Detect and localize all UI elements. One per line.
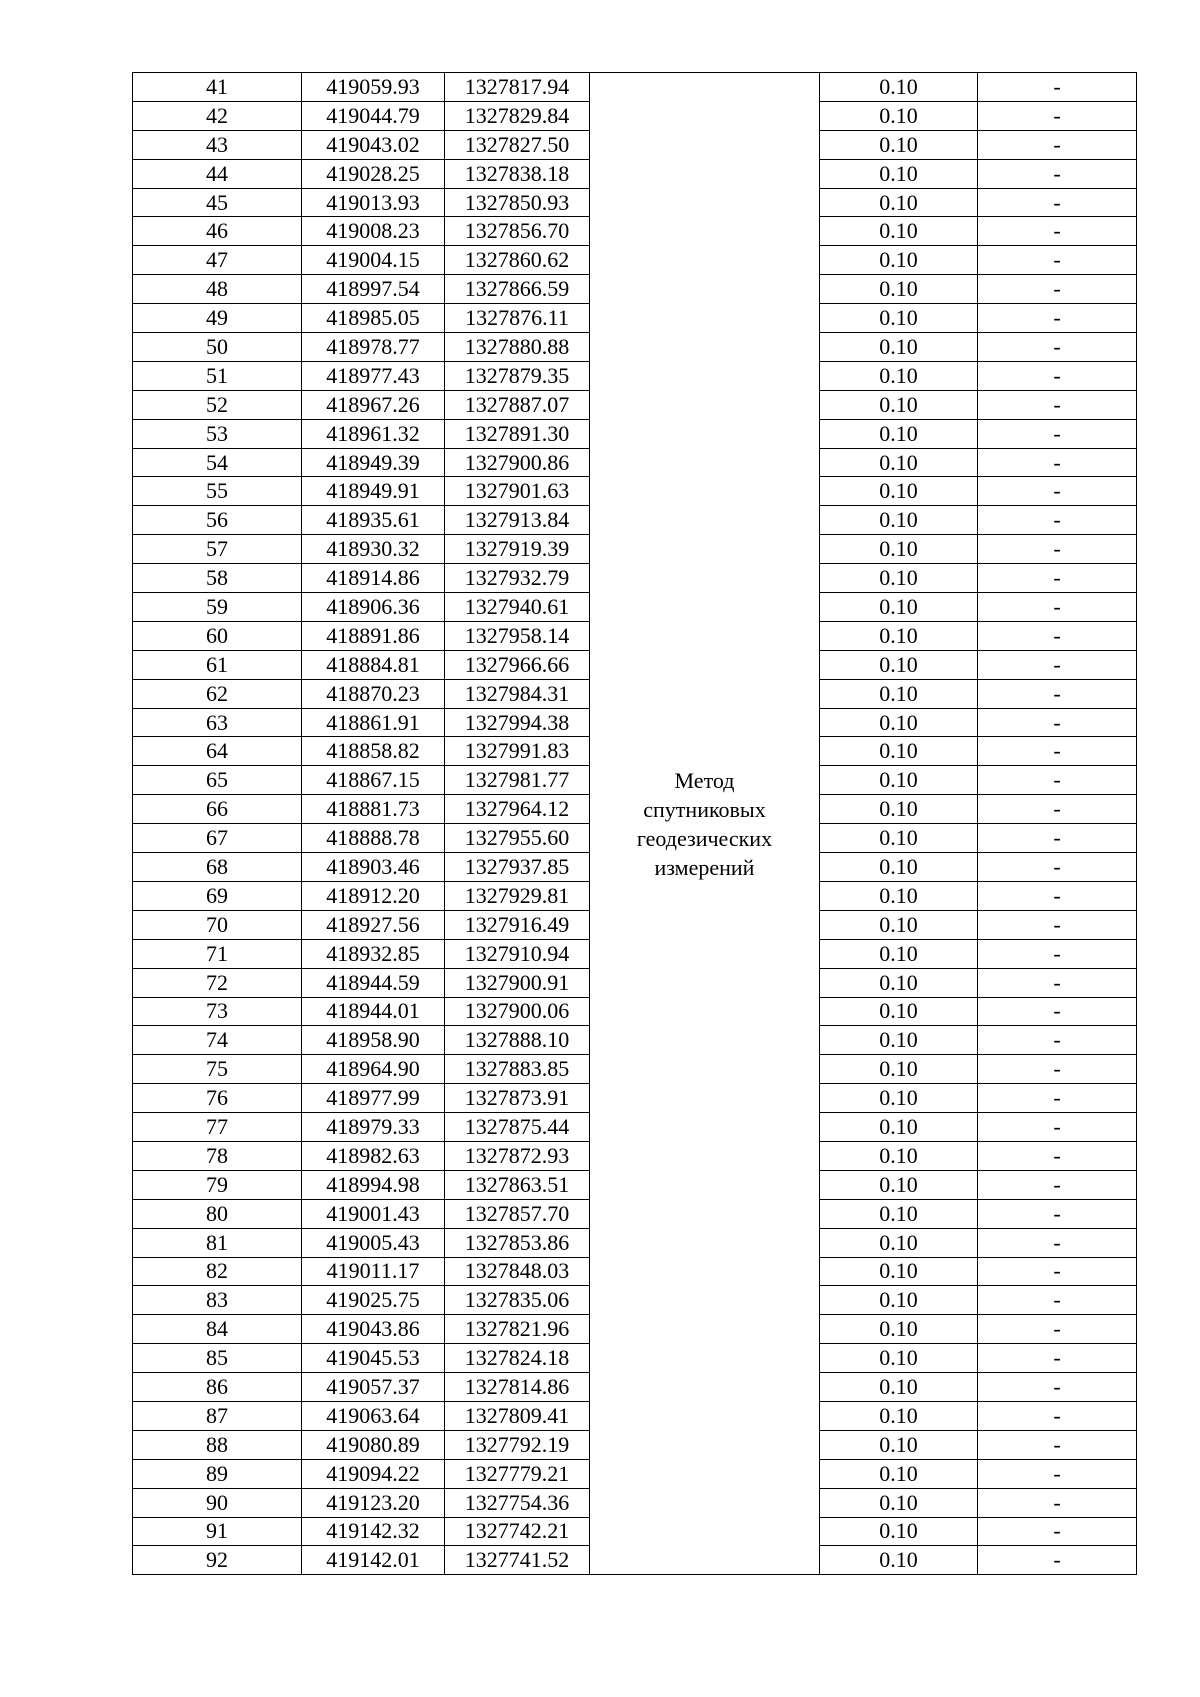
y-coordinate-cell: 1327779.21	[445, 1459, 590, 1488]
accuracy-cell: 0.10	[820, 766, 978, 795]
y-coordinate-cell: 1327887.07	[445, 390, 590, 419]
note-cell: -	[978, 737, 1137, 766]
note-cell: -	[978, 506, 1137, 535]
point-number-cell: 90	[133, 1488, 302, 1517]
point-number-cell: 80	[133, 1199, 302, 1228]
y-coordinate-cell: 1327958.14	[445, 621, 590, 650]
accuracy-cell: 0.10	[820, 1459, 978, 1488]
point-number-cell: 54	[133, 448, 302, 477]
note-cell: -	[978, 1199, 1137, 1228]
note-cell: -	[978, 853, 1137, 882]
method-text-line: измерений	[654, 854, 755, 880]
y-coordinate-cell: 1327891.30	[445, 419, 590, 448]
note-cell: -	[978, 419, 1137, 448]
accuracy-cell: 0.10	[820, 1286, 978, 1315]
accuracy-cell: 0.10	[820, 1199, 978, 1228]
point-number-cell: 51	[133, 361, 302, 390]
accuracy-cell: 0.10	[820, 968, 978, 997]
point-number-cell: 67	[133, 824, 302, 853]
x-coordinate-cell: 419013.93	[302, 188, 445, 217]
x-coordinate-cell: 419063.64	[302, 1401, 445, 1430]
note-cell: -	[978, 304, 1137, 333]
x-coordinate-cell: 419025.75	[302, 1286, 445, 1315]
note-cell: -	[978, 1401, 1137, 1430]
accuracy-cell: 0.10	[820, 1113, 978, 1142]
note-cell: -	[978, 1084, 1137, 1113]
point-number-cell: 73	[133, 997, 302, 1026]
x-coordinate-cell: 418994.98	[302, 1170, 445, 1199]
y-coordinate-cell: 1327981.77	[445, 766, 590, 795]
point-number-cell: 55	[133, 477, 302, 506]
y-coordinate-cell: 1327955.60	[445, 824, 590, 853]
note-cell: -	[978, 1228, 1137, 1257]
y-coordinate-cell: 1327835.06	[445, 1286, 590, 1315]
note-cell: -	[978, 246, 1137, 275]
x-coordinate-cell: 418903.46	[302, 853, 445, 882]
coordinates-table-body	[133, 73, 1137, 1575]
y-coordinate-cell: 1327929.81	[445, 881, 590, 910]
x-coordinate-cell: 418961.32	[302, 419, 445, 448]
y-coordinate-cell: 1327853.86	[445, 1228, 590, 1257]
note-cell: -	[978, 910, 1137, 939]
note-cell: -	[978, 968, 1137, 997]
note-cell: -	[978, 1430, 1137, 1459]
x-coordinate-cell: 419044.79	[302, 101, 445, 130]
point-number-cell: 64	[133, 737, 302, 766]
x-coordinate-cell: 419123.20	[302, 1488, 445, 1517]
note-cell: -	[978, 824, 1137, 853]
x-coordinate-cell: 418881.73	[302, 795, 445, 824]
y-coordinate-cell: 1327991.83	[445, 737, 590, 766]
y-coordinate-cell: 1327850.93	[445, 188, 590, 217]
point-number-cell: 68	[133, 853, 302, 882]
y-coordinate-cell: 1327856.70	[445, 217, 590, 246]
x-coordinate-cell: 419080.89	[302, 1430, 445, 1459]
accuracy-cell: 0.10	[820, 795, 978, 824]
x-coordinate-cell: 419045.53	[302, 1344, 445, 1373]
point-number-cell: 92	[133, 1546, 302, 1575]
note-cell: -	[978, 795, 1137, 824]
accuracy-cell: 0.10	[820, 1517, 978, 1546]
accuracy-cell: 0.10	[820, 1315, 978, 1344]
x-coordinate-cell: 418977.99	[302, 1084, 445, 1113]
accuracy-cell: 0.10	[820, 73, 978, 102]
point-number-cell: 56	[133, 506, 302, 535]
point-number-cell: 62	[133, 679, 302, 708]
x-coordinate-cell: 419028.25	[302, 159, 445, 188]
note-cell: -	[978, 361, 1137, 390]
note-cell: -	[978, 1546, 1137, 1575]
x-coordinate-cell: 418949.39	[302, 448, 445, 477]
accuracy-cell: 0.10	[820, 419, 978, 448]
coordinates-table	[132, 72, 1137, 1575]
accuracy-cell: 0.10	[820, 910, 978, 939]
point-number-cell: 72	[133, 968, 302, 997]
point-number-cell: 71	[133, 939, 302, 968]
point-number-cell: 59	[133, 593, 302, 622]
point-number-cell: 41	[133, 73, 302, 102]
accuracy-cell: 0.10	[820, 650, 978, 679]
x-coordinate-cell: 418906.36	[302, 593, 445, 622]
accuracy-cell: 0.10	[820, 737, 978, 766]
accuracy-cell: 0.10	[820, 246, 978, 275]
point-number-cell: 85	[133, 1344, 302, 1373]
x-coordinate-cell: 418949.91	[302, 477, 445, 506]
accuracy-cell: 0.10	[820, 564, 978, 593]
note-cell: -	[978, 1459, 1137, 1488]
note-cell: -	[978, 1488, 1137, 1517]
accuracy-cell: 0.10	[820, 1344, 978, 1373]
point-number-cell: 89	[133, 1459, 302, 1488]
note-cell: -	[978, 1113, 1137, 1142]
y-coordinate-cell: 1327741.52	[445, 1546, 590, 1575]
point-number-cell: 46	[133, 217, 302, 246]
note-cell: -	[978, 1170, 1137, 1199]
note-cell: -	[978, 593, 1137, 622]
note-cell: -	[978, 1344, 1137, 1373]
y-coordinate-cell: 1327880.88	[445, 333, 590, 362]
point-number-cell: 75	[133, 1055, 302, 1084]
y-coordinate-cell: 1327866.59	[445, 275, 590, 304]
point-number-cell: 58	[133, 564, 302, 593]
y-coordinate-cell: 1327966.66	[445, 650, 590, 679]
point-number-cell: 88	[133, 1430, 302, 1459]
x-coordinate-cell: 418927.56	[302, 910, 445, 939]
accuracy-cell: 0.10	[820, 506, 978, 535]
x-coordinate-cell: 419059.93	[302, 73, 445, 102]
note-cell: -	[978, 217, 1137, 246]
accuracy-cell: 0.10	[820, 101, 978, 130]
note-cell: -	[978, 1026, 1137, 1055]
point-number-cell: 70	[133, 910, 302, 939]
y-coordinate-cell: 1327900.06	[445, 997, 590, 1026]
x-coordinate-cell: 419094.22	[302, 1459, 445, 1488]
accuracy-cell: 0.10	[820, 1430, 978, 1459]
accuracy-cell: 0.10	[820, 535, 978, 564]
y-coordinate-cell: 1327910.94	[445, 939, 590, 968]
point-number-cell: 83	[133, 1286, 302, 1315]
point-number-cell: 86	[133, 1373, 302, 1402]
y-coordinate-cell: 1327913.84	[445, 506, 590, 535]
x-coordinate-cell: 418944.59	[302, 968, 445, 997]
point-number-cell: 78	[133, 1141, 302, 1170]
y-coordinate-cell: 1327809.41	[445, 1401, 590, 1430]
y-coordinate-cell: 1327900.86	[445, 448, 590, 477]
note-cell: -	[978, 1141, 1137, 1170]
x-coordinate-cell: 418958.90	[302, 1026, 445, 1055]
accuracy-cell: 0.10	[820, 1170, 978, 1199]
accuracy-cell: 0.10	[820, 824, 978, 853]
table-row	[133, 73, 1137, 102]
y-coordinate-cell: 1327984.31	[445, 679, 590, 708]
y-coordinate-cell: 1327827.50	[445, 130, 590, 159]
note-cell: -	[978, 275, 1137, 304]
x-coordinate-cell: 418982.63	[302, 1141, 445, 1170]
y-coordinate-cell: 1327888.10	[445, 1026, 590, 1055]
x-coordinate-cell: 418964.90	[302, 1055, 445, 1084]
accuracy-cell: 0.10	[820, 217, 978, 246]
note-cell: -	[978, 679, 1137, 708]
accuracy-cell: 0.10	[820, 939, 978, 968]
method-text-line: геодезических	[636, 825, 773, 851]
note-cell: -	[978, 1373, 1137, 1402]
x-coordinate-cell: 419057.37	[302, 1373, 445, 1402]
point-number-cell: 60	[133, 621, 302, 650]
note-cell: -	[978, 939, 1137, 968]
y-coordinate-cell: 1327838.18	[445, 159, 590, 188]
accuracy-cell: 0.10	[820, 621, 978, 650]
method-cell	[590, 73, 820, 1575]
note-cell: -	[978, 997, 1137, 1026]
method-text-line: спутниковых	[643, 796, 766, 822]
accuracy-cell: 0.10	[820, 1488, 978, 1517]
point-number-cell: 79	[133, 1170, 302, 1199]
accuracy-cell: 0.10	[820, 679, 978, 708]
accuracy-cell: 0.10	[820, 1055, 978, 1084]
point-number-cell: 65	[133, 766, 302, 795]
y-coordinate-cell: 1327873.91	[445, 1084, 590, 1113]
note-cell: -	[978, 1315, 1137, 1344]
point-number-cell: 44	[133, 159, 302, 188]
x-coordinate-cell: 418914.86	[302, 564, 445, 593]
x-coordinate-cell: 419142.01	[302, 1546, 445, 1575]
x-coordinate-cell: 418858.82	[302, 737, 445, 766]
note-cell: -	[978, 159, 1137, 188]
accuracy-cell: 0.10	[820, 304, 978, 333]
accuracy-cell: 0.10	[820, 708, 978, 737]
x-coordinate-cell: 418884.81	[302, 650, 445, 679]
note-cell: -	[978, 333, 1137, 362]
x-coordinate-cell: 418944.01	[302, 997, 445, 1026]
note-cell: -	[978, 1257, 1137, 1286]
note-cell: -	[978, 650, 1137, 679]
method-text-line: Метод	[674, 767, 735, 793]
note-cell: -	[978, 477, 1137, 506]
y-coordinate-cell: 1327814.86	[445, 1373, 590, 1402]
point-number-cell: 66	[133, 795, 302, 824]
note-cell: -	[978, 130, 1137, 159]
note-cell: -	[978, 188, 1137, 217]
x-coordinate-cell: 418930.32	[302, 535, 445, 564]
x-coordinate-cell: 418935.61	[302, 506, 445, 535]
accuracy-cell: 0.10	[820, 1401, 978, 1430]
accuracy-cell: 0.10	[820, 1228, 978, 1257]
accuracy-cell: 0.10	[820, 275, 978, 304]
y-coordinate-cell: 1327754.36	[445, 1488, 590, 1517]
accuracy-cell: 0.10	[820, 1257, 978, 1286]
note-cell: -	[978, 621, 1137, 650]
y-coordinate-cell: 1327857.70	[445, 1199, 590, 1228]
point-number-cell: 43	[133, 130, 302, 159]
point-number-cell: 42	[133, 101, 302, 130]
y-coordinate-cell: 1327919.39	[445, 535, 590, 564]
accuracy-cell: 0.10	[820, 448, 978, 477]
x-coordinate-cell: 418977.43	[302, 361, 445, 390]
x-coordinate-cell: 418870.23	[302, 679, 445, 708]
x-coordinate-cell: 419008.23	[302, 217, 445, 246]
point-number-cell: 48	[133, 275, 302, 304]
x-coordinate-cell: 418997.54	[302, 275, 445, 304]
y-coordinate-cell: 1327994.38	[445, 708, 590, 737]
accuracy-cell: 0.10	[820, 997, 978, 1026]
note-cell: -	[978, 535, 1137, 564]
x-coordinate-cell: 418932.85	[302, 939, 445, 968]
x-coordinate-cell: 418978.77	[302, 333, 445, 362]
point-number-cell: 63	[133, 708, 302, 737]
y-coordinate-cell: 1327829.84	[445, 101, 590, 130]
accuracy-cell: 0.10	[820, 853, 978, 882]
x-coordinate-cell: 418912.20	[302, 881, 445, 910]
x-coordinate-cell: 419043.02	[302, 130, 445, 159]
accuracy-cell: 0.10	[820, 159, 978, 188]
x-coordinate-cell: 419142.32	[302, 1517, 445, 1546]
point-number-cell: 87	[133, 1401, 302, 1430]
note-cell: -	[978, 881, 1137, 910]
y-coordinate-cell: 1327792.19	[445, 1430, 590, 1459]
y-coordinate-cell: 1327940.61	[445, 593, 590, 622]
y-coordinate-cell: 1327900.91	[445, 968, 590, 997]
accuracy-cell: 0.10	[820, 1084, 978, 1113]
accuracy-cell: 0.10	[820, 1026, 978, 1055]
note-cell: -	[978, 766, 1137, 795]
point-number-cell: 84	[133, 1315, 302, 1344]
y-coordinate-cell: 1327821.96	[445, 1315, 590, 1344]
y-coordinate-cell: 1327848.03	[445, 1257, 590, 1286]
accuracy-cell: 0.10	[820, 1546, 978, 1575]
accuracy-cell: 0.10	[820, 477, 978, 506]
accuracy-cell: 0.10	[820, 361, 978, 390]
x-coordinate-cell: 419005.43	[302, 1228, 445, 1257]
x-coordinate-cell: 418985.05	[302, 304, 445, 333]
y-coordinate-cell: 1327937.85	[445, 853, 590, 882]
y-coordinate-cell: 1327742.21	[445, 1517, 590, 1546]
y-coordinate-cell: 1327876.11	[445, 304, 590, 333]
y-coordinate-cell: 1327860.62	[445, 246, 590, 275]
point-number-cell: 76	[133, 1084, 302, 1113]
x-coordinate-cell: 419001.43	[302, 1199, 445, 1228]
accuracy-cell: 0.10	[820, 333, 978, 362]
y-coordinate-cell: 1327872.93	[445, 1141, 590, 1170]
y-coordinate-cell: 1327863.51	[445, 1170, 590, 1199]
accuracy-cell: 0.10	[820, 130, 978, 159]
x-coordinate-cell: 418867.15	[302, 766, 445, 795]
accuracy-cell: 0.10	[820, 390, 978, 419]
x-coordinate-cell: 418967.26	[302, 390, 445, 419]
point-number-cell: 61	[133, 650, 302, 679]
point-number-cell: 45	[133, 188, 302, 217]
y-coordinate-cell: 1327901.63	[445, 477, 590, 506]
accuracy-cell: 0.10	[820, 881, 978, 910]
point-number-cell: 81	[133, 1228, 302, 1257]
x-coordinate-cell: 418891.86	[302, 621, 445, 650]
point-number-cell: 74	[133, 1026, 302, 1055]
note-cell: -	[978, 101, 1137, 130]
y-coordinate-cell: 1327932.79	[445, 564, 590, 593]
note-cell: -	[978, 1517, 1137, 1546]
point-number-cell: 77	[133, 1113, 302, 1142]
x-coordinate-cell: 419011.17	[302, 1257, 445, 1286]
point-number-cell: 47	[133, 246, 302, 275]
point-number-cell: 57	[133, 535, 302, 564]
point-number-cell: 91	[133, 1517, 302, 1546]
note-cell: -	[978, 708, 1137, 737]
note-cell: -	[978, 1055, 1137, 1084]
note-cell: -	[978, 564, 1137, 593]
x-coordinate-cell: 418979.33	[302, 1113, 445, 1142]
accuracy-cell: 0.10	[820, 1141, 978, 1170]
point-number-cell: 82	[133, 1257, 302, 1286]
x-coordinate-cell: 418861.91	[302, 708, 445, 737]
note-cell: -	[978, 73, 1137, 102]
accuracy-cell: 0.10	[820, 593, 978, 622]
y-coordinate-cell: 1327879.35	[445, 361, 590, 390]
point-number-cell: 49	[133, 304, 302, 333]
accuracy-cell: 0.10	[820, 1373, 978, 1402]
y-coordinate-cell: 1327824.18	[445, 1344, 590, 1373]
point-number-cell: 69	[133, 881, 302, 910]
y-coordinate-cell: 1327875.44	[445, 1113, 590, 1142]
y-coordinate-cell: 1327817.94	[445, 73, 590, 102]
point-number-cell: 52	[133, 390, 302, 419]
x-coordinate-cell: 419043.86	[302, 1315, 445, 1344]
note-cell: -	[978, 390, 1137, 419]
y-coordinate-cell: 1327883.85	[445, 1055, 590, 1084]
x-coordinate-cell: 419004.15	[302, 246, 445, 275]
y-coordinate-cell: 1327964.12	[445, 795, 590, 824]
x-coordinate-cell: 418888.78	[302, 824, 445, 853]
note-cell: -	[978, 1286, 1137, 1315]
note-cell: -	[978, 448, 1137, 477]
point-number-cell: 50	[133, 333, 302, 362]
y-coordinate-cell: 1327916.49	[445, 910, 590, 939]
point-number-cell: 53	[133, 419, 302, 448]
accuracy-cell: 0.10	[820, 188, 978, 217]
